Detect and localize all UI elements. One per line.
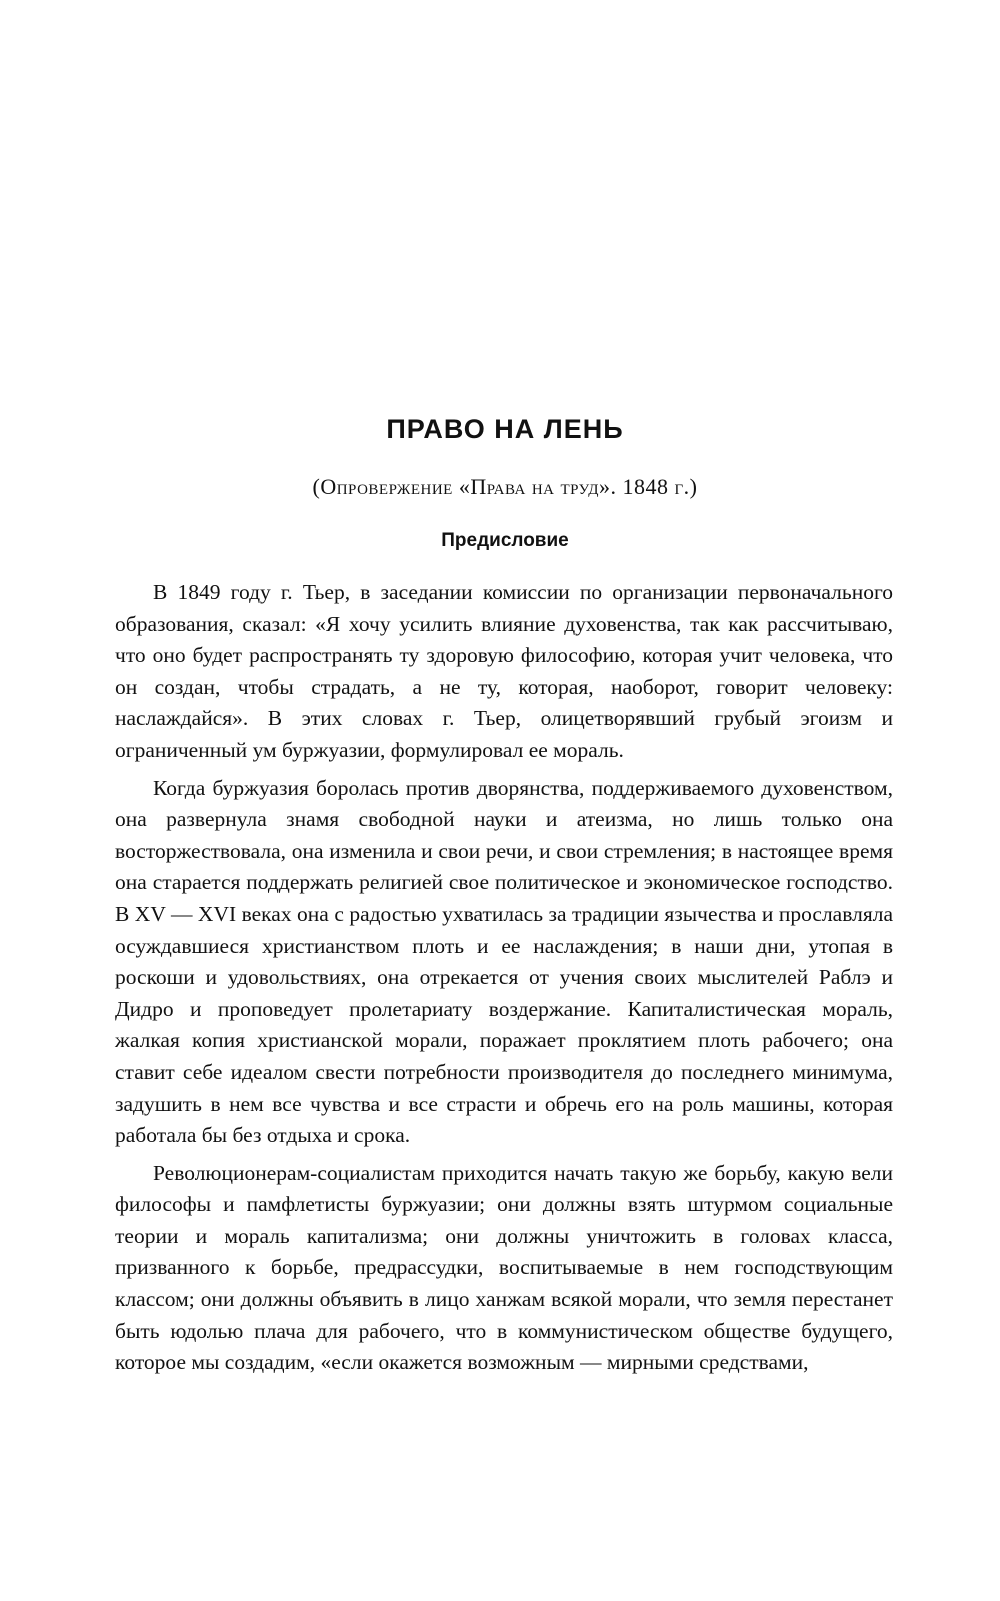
paragraph: В 1849 году г. Тьер, в заседании комиссии по организации первоначального образования, сказал: «Я хочу усилить влияние духовенства, так как рассчитываю, что оно будет распространять ту здоровую философию, которая учит человека, что он создан, чтобы страдать, а не ту, которая, наоборот, говорит человеку: наслаждайся». В этих словах г. Тьер, олицетворявший грубый эгоизм и ограниченный ум буржуазии, формулировал ее мораль. [115, 580, 893, 762]
document-subtitle: (Опровержение «Права на труд». 1848 г.) [312, 474, 698, 499]
paragraph: Когда буржуазия боролась против дворянства, поддерживаемого духовенством, она развернула знамя свободной науки и атеизма, но лишь только она восторжествовала, она изменила и свои речи, и свои стремления; в настоящее время она старается поддержать религией свое политическое и экономическое господство. В XV — XVI веках она с радостью ухватилась за традиции язычества и прославляла осуждавшиеся христианством плоть и ее наслаждения; в наши дни, утопая в роскоши и удовольствиях, она отрекается от учения своих мыслителей Раблэ и Дидро и проповедует пролетариату воздержание. Капиталистическая мораль, жалкая копия христианской морали, поражает проклятием плоть рабочего; она ставит себе идеалом свести потребности производителя до последнего минимума, задушить в нем все чувства и все страсти и обречь его на роль машины, которая работала бы без отдыха и срока. [115, 775, 893, 1148]
document-page [115, 0, 895, 1601]
body-text [115, 577, 893, 1385]
section-heading: Предисловие [441, 530, 569, 551]
paragraph: Революционерам-социалистам приходится начать такую же борьбу, какую вели философы и памфлетисты буржуазии; они должны взять штурмом социальные теории и мораль капитализма; они должны уничтожить в головах класса, призванного к борьбе, предрассудки, воспитываемые в нем господствующим классом; они должны объявить в лицо ханжам всякой морали, что земля перестанет быть юдолью плача для рабочего, что в коммунистическом обществе будущего, которое мы создадим, «если окажется возможным — мирными средствами, [115, 1160, 893, 1375]
document-title: ПРАВО НА ЛЕНЬ [386, 414, 624, 444]
